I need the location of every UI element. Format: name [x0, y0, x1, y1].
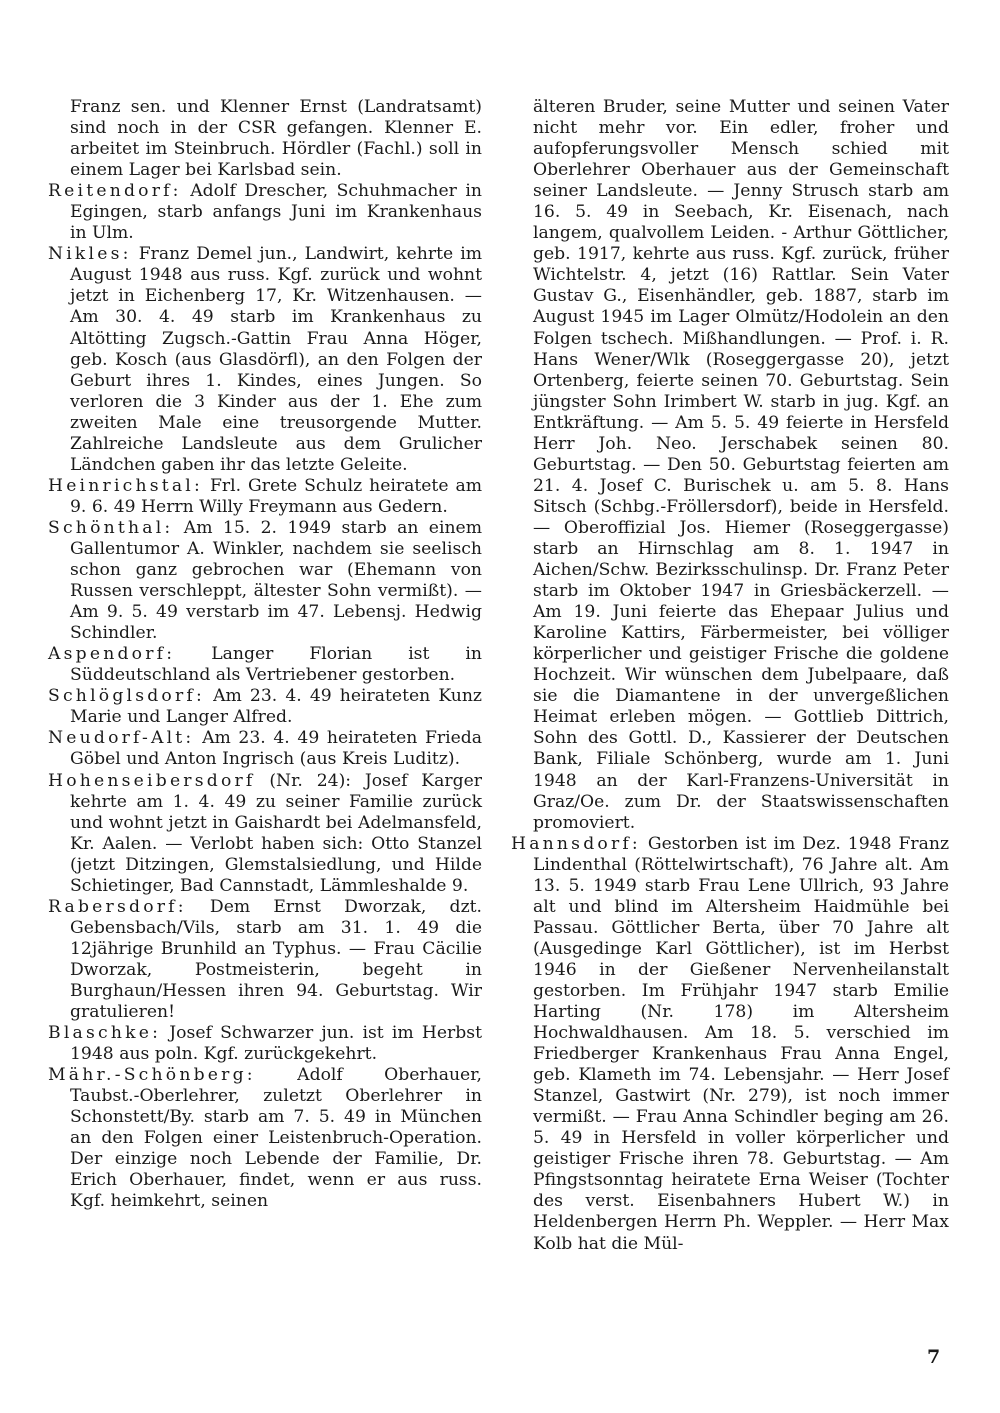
news-entry — [511, 834, 949, 1255]
page-number: 7 — [927, 1346, 941, 1368]
entry-text: Adolf Drescher, Schuhmacher in Egingen, starb anfangs Juni im Krankenhaus in Ulm. — [70, 181, 482, 244]
news-entry — [48, 244, 482, 476]
place-name: Reitendorf: — [48, 181, 182, 202]
entry-text: Langer Florian ist in Süddeutschland als Vertriebener gestorben. — [70, 644, 482, 686]
news-entry — [48, 181, 482, 244]
entry-text: Dem Ernst Dworzak, dzt. Gebensbach/Vils, starb am 31. 1. 49 die 12jährige Brunhild an Typhus. — Frau Cäcilie Dworzak, Postmeisterin, begeht in Burghaun/Hessen ihren 94. Geburtstag. Wir gratulieren! — [70, 896, 482, 1023]
entry-text: Am 15. 2. 1949 starb an einem Gallentumor A. Winkler, nachdem sie seelisch schon ganz gebrochen war (Ehemann von Russen verschleppt, ältester Sohn vermißt). — Am 9. 5. 49 verstarb im 47. Lebensj. Hedwig Schindler. — [70, 517, 482, 644]
entry-text: Gestorben ist im Dez. 1948 Franz Lindenthal (Röttelwirtschaft), 76 Jahre alt. Am 13. 5. 1949 starb Frau Lene Ullrich, 93 Jahre alt und blind im Altersheim Haidmühle bei Passau. Göttlicher Berta, über 70 Jahre alt (Ausgedinge Karl Göttlicher), ist im Herbst 1946 in der Gießener Nervenheilanstalt gestorben. Im Frühjahr 1947 starb Emilie Harting (Nr. 178) im Altersheim Hochwaldhausen. Am 18. 5. verschied im Friedberger Krankenhaus Frau Anna Engel, geb. Klameth im 74. Lebensjahr. — Herr Josef Stanzel, Gastwirt (Nr. 279), ist noch immer vermißt. — Frau Anna Schindler beging am 26. 5. 49 in Hersfeld in voller körperlicher und geistiger Frische ihren 78. Geburtstag. — Am Pfingstsonntag heiratete Erna Weiser (Tochter des verst. Eisenbahners Hubert W.) in Heldenbergen Herrn Ph. Weppler. — Herr Max Kolb hat die Mül- — [533, 833, 949, 1254]
place-name: Schlöglsdorf: — [48, 686, 205, 707]
news-entry — [48, 686, 482, 728]
right-column — [511, 97, 949, 1255]
entry-text: Franz Demel jun., Landwirt, kehrte im August 1948 aus russ. Kgf. zurück und wohnt jetzt in Eichenberg 17, Kr. Witzenhausen. — Am 30. 4. 49 starb im Krankenhaus zu Altötting Zugsch.-Gattin Frau Anna Höger, geb. Kosch (aus Glasdörfl), an den Folgen der Geburt ihres 1. Kindes, eines Jungen. So verloren die 3 Kinder aus der 1. Ehe zum zweiten Male eine treusorgende Mutter. Zahlreiche Landsleute aus dem Grulicher Ländchen gaben ihr das letzte Geleite. — [70, 244, 482, 475]
news-entry — [48, 476, 482, 518]
news-entry — [48, 97, 482, 181]
entry-text: Josef Schwarzer jun. ist im Herbst 1948 aus poln. Kgf. zurückgekehrt. — [70, 1023, 482, 1065]
news-entry — [48, 771, 482, 897]
place-name: Schönthal: — [48, 517, 174, 538]
news-entry — [48, 1023, 482, 1065]
place-name: Hannsdorf: — [511, 833, 641, 854]
news-entry — [511, 97, 949, 834]
entry-text: (Nr. 24): Josef Karger kehrte am 1. 4. 49 zu seiner Familie zurück und wohnt jetzt in Gaishardt bei Adelmansfeld, Kr. Aalen. — Verlobt haben sich: Otto Stanzel (jetzt Ditzingen, Glemstalsiedlung, und Hilde Schietinger, Bad Cannstadt, Lämmleshalde 9. — [70, 770, 483, 896]
entry-text: Am 23. 4. 49 heirateten Kunz Marie und Langer Alfred. — [70, 686, 482, 728]
place-name: Blaschke: — [48, 1023, 162, 1044]
place-name: Heinrichstal: — [48, 475, 203, 496]
place-name: Mähr.-Schönberg: — [48, 1065, 256, 1086]
place-name: Neudorf-Alt: — [48, 728, 195, 749]
place-name: Hohenseibersdorf — [48, 770, 256, 791]
place-name: Nikles: — [48, 244, 132, 265]
left-column — [48, 97, 482, 1212]
place-name: Rabersdorf: — [48, 896, 187, 917]
news-entry — [48, 1065, 482, 1212]
news-entry — [48, 518, 482, 644]
news-entry — [48, 728, 482, 770]
entry-text: älteren Bruder, seine Mutter und seinen Vater nicht mehr vor. Ein edler, froher und aufopferungsvoller Mensch schied mit Oberlehrer Oberhauer aus der Gemeinschaft seiner Landsleute. — Jenny Strusch starb am 16. 5. 49 in Seebach, Kr. Eisenach, nach langem, qualvollem Leiden. - Arthur Göttlicher, geb. 1917, kehrte aus russ. Kgf. zurück, früher Wichtelstr. 4, jetzt (16) Rattlar. Sein Vater Gustav G., Eisenhändler, geb. 1887, starb im August 1945 im Lager Olmütz/Hodolein an den Folgen tschech. Mißhandlungen. — Prof. i. R. Hans Wener/Wlk (Roseggergasse 20), jetzt Ortenberg, feierte seinen 70. Geburtstag. Sein jüngster Sohn Irimbert W. starb in jug. Kgf. an Entkräftung. — Am 5. 5. 49 feierte in Hersfeld Herr Joh. Neo. Jerschabek seinen 80. Geburtstag. — Den 50. Geburtstag feierten am 21. 4. Josef C. Burischek u. am 5. 8. Hans Sitsch (Schbg.-Fröllersdorf), beide in Hersfeld. — Oberoffizial Jos. Hiemer (Roseggergasse) starb an Hirnschlag am 8. 1. 1947 in Aichen/Schw. Bezirksschulinsp. Dr. Franz Peter starb im Oktober 1947 in Griesbäckerzell. — Am 19. Juni feierte das Ehepaar Julius und Karoline Kattirs, Färbermeister, bei völliger körperlicher und geistiger Frische die goldene Hochzeit. Wir wünschen dem Jubelpaare, daß sie die Diamantene in der unvergeßlichen Heimat erleben mögen. — Gottlieb Dittrich, Sohn des Gottl. D., Kassierer der Deutschen Bank, Filiale Schönberg, wurde am 1. Juni 1948 an der Karl-Franzens-Universität in Graz/Oe. zum Dr. der Staatswissenschaften promoviert. — [533, 97, 949, 833]
entry-text: Adolf Oberhauer, Taubst.-Oberlehrer, zuletzt Oberlehrer in Schonstett/By. starb am 7. 5. 49 in München an den Folgen einer Leistenbruch-Operation. Der einzige noch Lebende der Familie, Dr. Erich Oberhauer, findet, wenn er aus russ. Kgf. heimkehrt, seinen — [70, 1065, 482, 1212]
entry-text: Am 23. 4. 49 heirateten Frieda Göbel und Anton Ingrisch (aus Kreis Luditz). — [70, 728, 482, 770]
news-entry — [48, 644, 482, 686]
entry-text: Frl. Grete Schulz heiratete am 9. 6. 49 Herrn Willy Freymann aus Gedern. — [70, 475, 482, 517]
entry-text: Franz sen. und Klenner Ernst (Landratsamt) sind noch in der CSR gefangen. Klenner E. arbeitet im Steinbruch. Hördler (Fachl.) soll in einem Lager bei Karlsbad sein. — [70, 97, 482, 181]
place-name: Aspendorf: — [48, 644, 176, 665]
news-entry — [48, 897, 482, 1023]
